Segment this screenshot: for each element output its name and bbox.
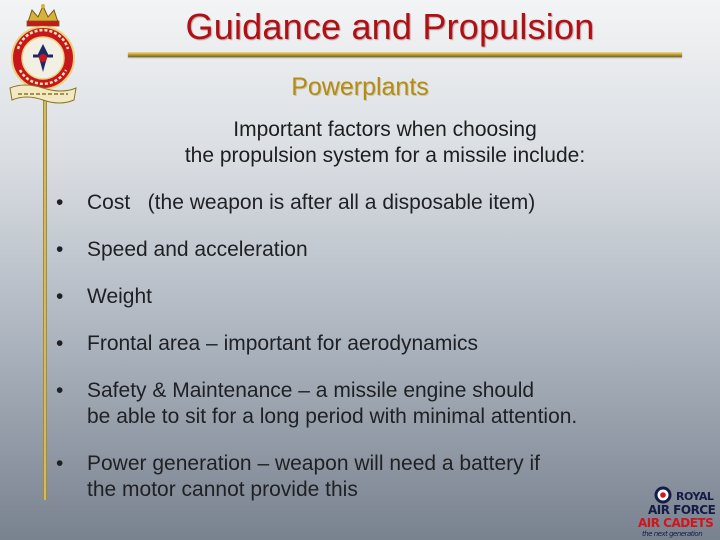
bullet-text: Speed and acceleration <box>87 238 308 261</box>
raf-logo-air-force: AIR FORCE <box>648 503 716 517</box>
bullet-item <box>56 237 696 263</box>
bullet-dot: • <box>56 285 64 308</box>
bullet-text: Weight <box>87 285 152 308</box>
raf-logo-air-cadets: AIR CADETS <box>638 516 714 530</box>
left-gold-rule <box>43 60 47 500</box>
slide-title: Guidance and Propulsion <box>185 6 595 47</box>
bullet-text: Power generation – weapon will need a battery if <box>87 452 540 475</box>
bullet-item <box>56 284 696 310</box>
bullet-text-continued: be able to sit for a long period with minimal attention. <box>87 405 578 428</box>
bullet-text: Cost (the weapon is after all a disposable item) <box>87 191 536 214</box>
bullet-item <box>56 378 696 430</box>
intro-text <box>100 117 670 169</box>
intro-line: Important factors when choosing <box>233 118 537 141</box>
bullet-dot: • <box>56 332 64 355</box>
bullet-dot: • <box>56 379 64 402</box>
title-gold-rule <box>128 52 682 57</box>
bullet-item <box>56 331 696 357</box>
bullet-dot: • <box>56 238 64 261</box>
raf-air-cadets-logo <box>636 484 720 540</box>
bullet-text: Safety & Maintenance – a missile engine should <box>87 379 535 402</box>
bullet-dot: • <box>56 452 64 475</box>
bullet-item <box>56 190 696 216</box>
bullet-item <box>56 451 696 503</box>
intro-line: the propulsion system for a missile include: <box>184 144 586 167</box>
slide-subtitle: Powerplants <box>291 73 429 101</box>
bullet-text: Frontal area – important for aerodynamics <box>87 332 479 355</box>
bullet-text-continued: the motor cannot provide this <box>87 478 358 501</box>
bullet-list <box>56 190 696 524</box>
raf-logo-royal: ROYAL <box>676 490 714 503</box>
raf-logo-tagline: the next generation <box>642 530 703 538</box>
raf-roundel-icon <box>654 486 672 504</box>
bullet-dot: • <box>56 191 64 214</box>
